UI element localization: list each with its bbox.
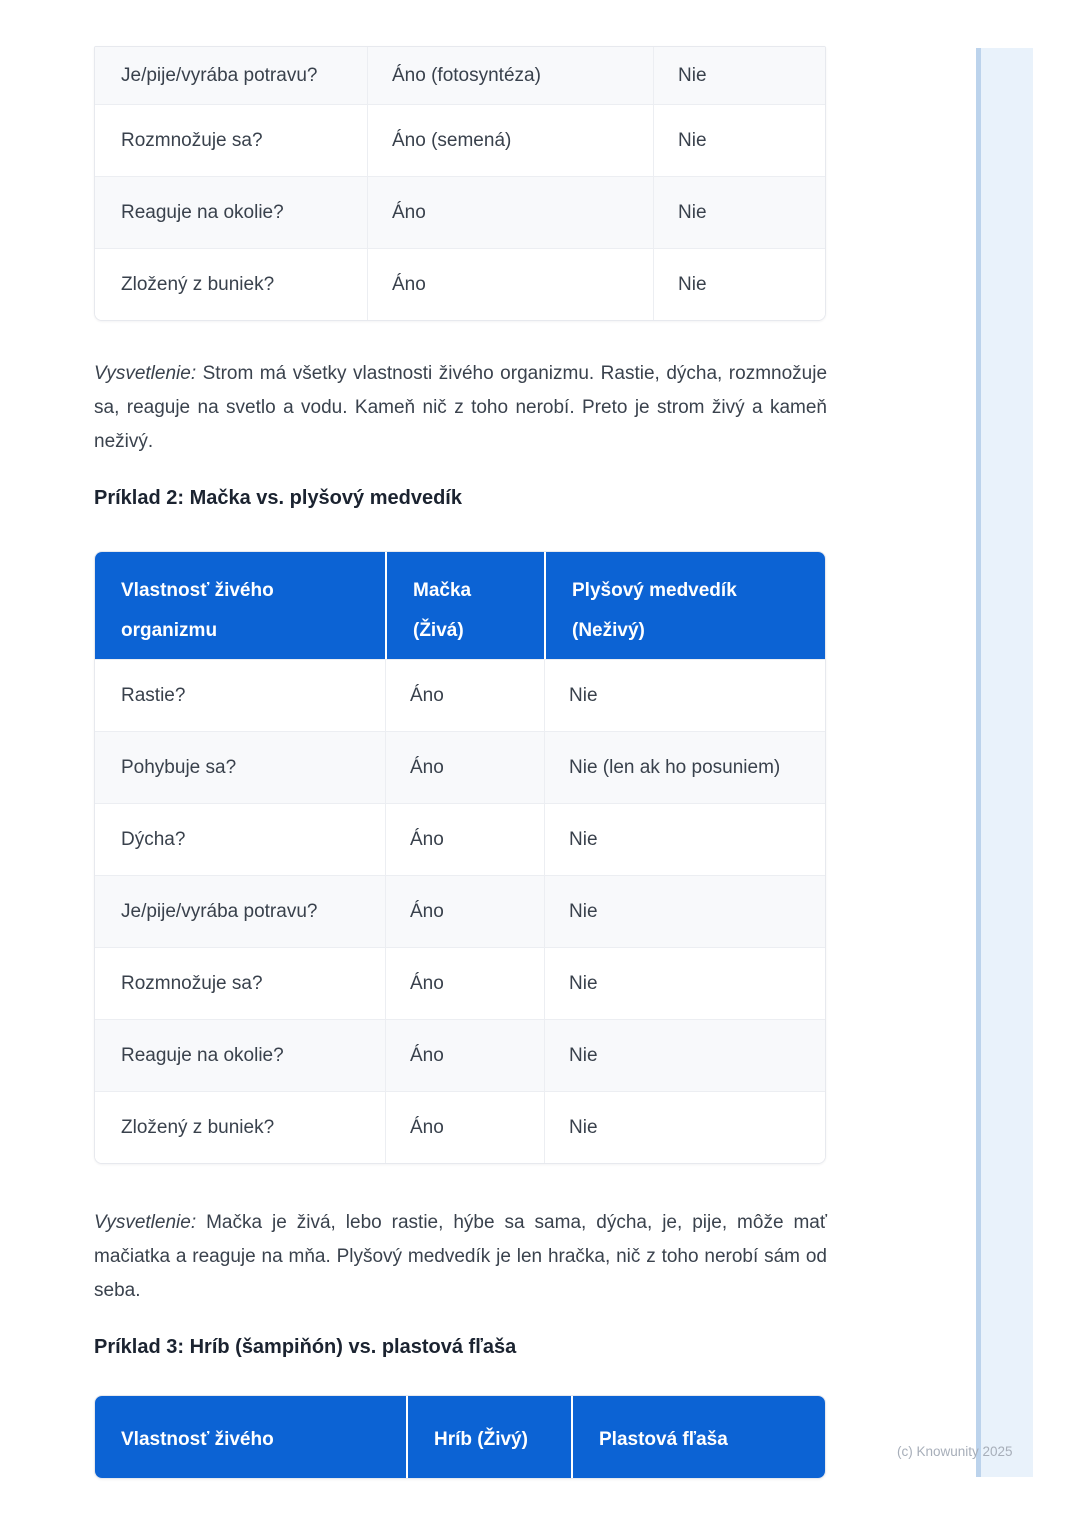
table-row [95,47,825,104]
table-row [95,176,825,248]
table-header-cell [95,1396,406,1478]
table-cell: Zložený z buniek? [121,273,275,295]
right-decoration-stripe [976,48,1033,1477]
explanation-paragraph-2 [94,1206,827,1308]
table-hrib-vs-flasa [94,1395,826,1479]
table-row [95,104,825,176]
header-cell-line: (Neživý) [572,620,645,641]
table-row [95,947,825,1019]
table-macka-vs-medvedik [94,551,826,1164]
table-cell: Nie (len ak ho posuniem) [544,732,825,803]
header-cell-line: Vlastnosť živého [121,1429,274,1450]
table-row [95,1091,825,1163]
table-cell: Nie [544,948,825,1019]
table-cell: Nie [544,1092,825,1163]
table-cell: Nie [544,1020,825,1091]
table-cell: Áno [385,876,544,947]
table-cell: Rozmnožuje sa? [121,129,263,151]
table-header-cell [571,1396,825,1478]
table-header-cell [544,552,825,659]
table-cell: Nie [544,660,825,731]
table-cell: Nie [653,249,823,320]
header-cell-line: Mačka [413,580,472,601]
header-cell-line: Plyšový medvedík [572,580,737,601]
table-cell: Áno [385,948,544,1019]
table-cell: Áno [367,177,653,248]
table-cell: Áno [385,732,544,803]
explanation-text: Mačka je živá, lebo rastie, hýbe sa sama, dýcha, je, pije, môže mať mačiatka a reaguje na mňa. Plyšový medvedík je len hračka, nič z toho nerobí sám od seba. [94,1212,827,1301]
table-cell: Nie [653,105,823,176]
table-cell: Je/pije/vyrába potravu? [121,900,318,922]
table-row [95,875,825,947]
header-cell-line: (Živá) [413,620,464,641]
table-cell: Reaguje na okolie? [121,201,284,223]
table-row [95,248,825,320]
table-cell: Je/pije/vyrába potravu? [121,64,318,86]
table-header-row [95,552,825,659]
copyright-text: (c) Knowunity 2025 [897,1444,1013,1459]
table-cell: Nie [653,177,823,248]
table-cell: Áno (semená) [367,105,653,176]
header-cell-line: Plastová fľaša [599,1429,728,1450]
example-2-heading: Príklad 2: Mačka vs. plyšový medvedík [94,487,462,509]
table-cell: Rastie? [121,684,186,706]
table-row [95,659,825,731]
table-cell: Rozmnožuje sa? [121,972,263,994]
table-cell: Áno [367,249,653,320]
header-cell-line: Hríb (Živý) [434,1429,528,1450]
header-cell-line: organizmu [121,620,218,641]
explanation-label: Vysvetlenie: [94,1212,197,1233]
table-header-cell [95,552,385,659]
example-3-heading: Príklad 3: Hríb (šampiňón) vs. plastová fľaša [94,1336,517,1358]
table-cell: Nie [653,47,823,104]
header-cell-line: Vlastnosť živého [121,580,274,601]
explanation-paragraph-1 [94,357,827,459]
table-cell: Dýcha? [121,828,186,850]
table-cell: Áno [385,804,544,875]
table-cell: Áno (fotosyntéza) [367,47,653,104]
table-cell: Zložený z buniek? [121,1116,275,1138]
explanation-label: Vysvetlenie: [94,363,197,384]
table-row [95,1019,825,1091]
table-cell: Nie [544,804,825,875]
table-header-cell [385,552,544,659]
table-cell: Áno [385,660,544,731]
table-cell: Áno [385,1020,544,1091]
table-header-cell [406,1396,571,1478]
table-cell: Nie [544,876,825,947]
table-row [95,731,825,803]
table-cell: Pohybuje sa? [121,756,237,778]
table-row [95,803,825,875]
table-header-row [95,1396,825,1478]
table-cell: Reaguje na okolie? [121,1044,284,1066]
table-cell: Áno [385,1092,544,1163]
table-strom-vs-kamen [94,46,826,321]
explanation-text: Strom má všetky vlastnosti živého organizmu. Rastie, dýcha, rozmnožuje sa, reaguje na svetlo a vodu. Kameň nič z toho nerobí. Preto je strom živý a kameň neživý. [94,363,828,452]
